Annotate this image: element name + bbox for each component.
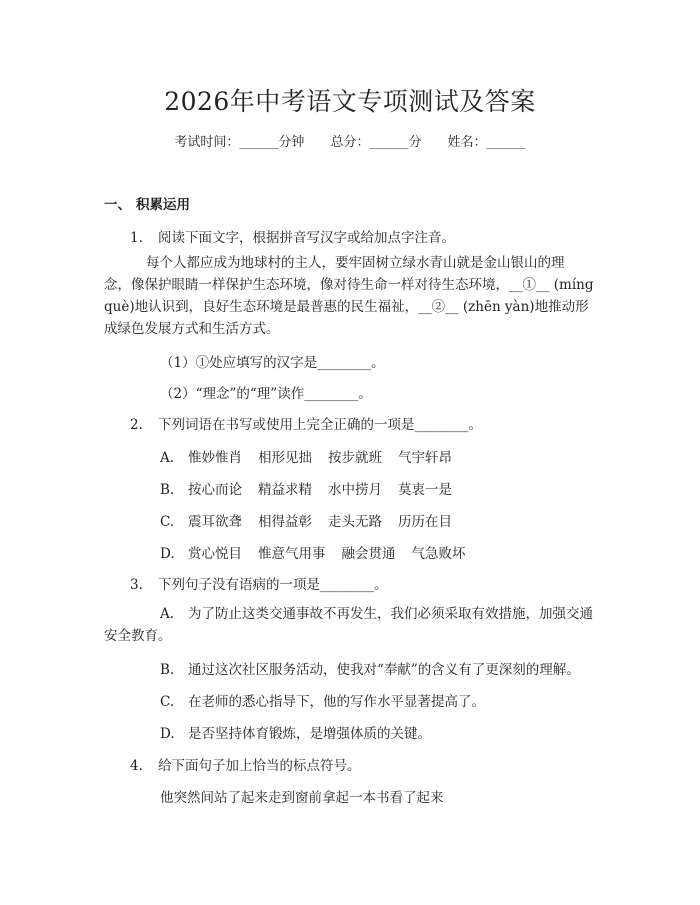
- question-2-stem: [130, 413, 482, 433]
- section-number: 一、: [104, 197, 131, 213]
- question-4-sentence: 他突然间站了起来走到窗前拿起一本书看了起来: [160, 790, 444, 806]
- question-text: 阅读下面文字，根据拼音写汉字或给加点字注音。: [158, 230, 455, 246]
- question-3-option-d: [160, 722, 431, 742]
- option-word: 融会贯通: [341, 546, 396, 562]
- question-4-stem: [130, 754, 361, 774]
- option-word: 震耳欲聋: [188, 514, 242, 530]
- option-text: 通过这次社区服务活动，使我对“奉献”的含义有了更深刻的理解。: [188, 662, 580, 678]
- question-2-option-a: [160, 446, 468, 466]
- question-number: 4.: [130, 758, 143, 774]
- option-letter: A.: [160, 606, 175, 622]
- question-3-option-c: [160, 690, 485, 710]
- option-word: 相形见拙: [258, 450, 312, 466]
- option-word: 精益求精: [258, 482, 312, 498]
- option-word: 按步就班: [328, 450, 382, 466]
- option-word: 气宇轩昂: [398, 450, 452, 466]
- question-1-stem: [130, 226, 455, 246]
- section-label: 积累运用: [136, 197, 190, 213]
- option-letter: A.: [160, 450, 175, 466]
- question-number: 2.: [130, 417, 143, 433]
- option-text: 为了防止这类交通事故不再发生，我们必须采取有效措施，加强交通: [188, 606, 593, 622]
- option-word: 历历在目: [398, 514, 452, 530]
- option-text: 是否坚持体育锻炼，是增强体质的关键。: [188, 726, 431, 742]
- student-name: 姓名：______: [447, 135, 526, 150]
- option-text: 在老师的悉心指导下，他的写作水平显著提高了。: [188, 694, 485, 710]
- option-word: 赏心悦目: [188, 546, 242, 562]
- question-1-sub-2: （2）“理念”的“理”读作________。: [160, 386, 372, 402]
- option-word: 莫衷一是: [398, 482, 452, 498]
- passage-line: 每个人都应成为地球村的主人，要牢固树立绿水青山就是金山银山的理: [146, 255, 565, 271]
- option-letter: C.: [160, 694, 175, 710]
- passage-line: 念，像保护眼睛一样保护生态环境，像对待生命一样对待生态环境，__①__ (míng: [104, 277, 594, 293]
- passage-line: 成绿色发展方式和生活方式。: [104, 321, 280, 337]
- option-word: 气急败坏: [411, 546, 466, 562]
- option-word: 相得益彰: [258, 514, 312, 530]
- question-2-option-d: [160, 542, 482, 562]
- option-word: 走头无路: [328, 514, 382, 530]
- question-text: 下列词语在书写或使用上完全正确的一项是________。: [158, 417, 482, 433]
- question-2-option-c: [160, 510, 468, 530]
- option-word: 惟妙惟肖: [188, 450, 242, 466]
- exam-score: 总分：______分: [330, 135, 422, 150]
- option-letter: B.: [160, 662, 175, 678]
- question-text: 下列句子没有语病的一项是________。: [158, 577, 388, 593]
- question-3-stem: [130, 573, 388, 593]
- option-letter: C.: [160, 514, 175, 530]
- passage-line: què)地认识到，良好生态环境是最普惠的民生福祉，__②__ (zhēn yàn)地推动形: [104, 299, 589, 315]
- option-letter: D.: [160, 726, 175, 742]
- question-2-option-b: [160, 478, 468, 498]
- option-word: 按心而论: [188, 482, 242, 498]
- question-1-sub-1: （1）①处应填写的汉字是________。: [160, 355, 385, 371]
- option-letter: D.: [160, 546, 175, 562]
- section-heading: [104, 193, 190, 213]
- page-title: 2026年中考语文专项测试及答案: [164, 87, 536, 116]
- option-letter: B.: [160, 482, 175, 498]
- exam-time: 考试时间：______分钟: [174, 135, 305, 150]
- exam-meta: [0, 131, 700, 150]
- question-number: 3.: [130, 577, 143, 593]
- question-number: 1.: [130, 230, 143, 246]
- option-word: 惟意气用事: [258, 546, 326, 562]
- question-3-option-a: [104, 603, 604, 647]
- question-1-passage: [104, 252, 604, 340]
- option-text: 安全教育。: [104, 628, 172, 644]
- option-word: 水中捞月: [328, 482, 382, 498]
- question-3-option-b: [160, 658, 580, 678]
- question-text: 给下面句子加上恰当的标点符号。: [158, 758, 361, 774]
